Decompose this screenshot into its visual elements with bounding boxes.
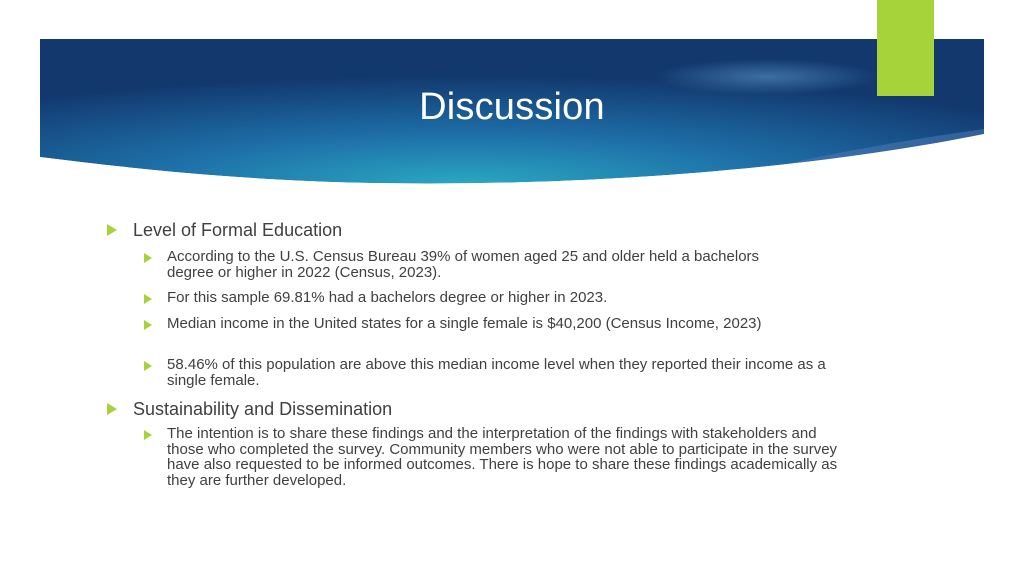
sub-bullet-arrow-icon — [144, 294, 152, 304]
sub-bullet-arrow-icon — [144, 361, 152, 371]
slide-title: Discussion — [419, 86, 605, 128]
sub-bullet-item: 58.46% of this population are above this median income level when they reported their income as a single female. — [167, 356, 826, 389]
bullet-arrow-icon — [107, 224, 117, 236]
bullet-arrow-icon — [107, 403, 117, 415]
bullet-item: Sustainability and Dissemination — [133, 399, 393, 419]
bullet-item: Level of Formal Education — [133, 220, 343, 240]
sub-bullet-arrow-icon — [144, 253, 152, 263]
sub-bullet-item: For this sample 69.81% had a bachelors degree or higher in 2023. — [167, 289, 608, 306]
sub-bullet-arrow-icon — [144, 320, 152, 330]
sub-bullet-item: Median income in the United states for a single female is $40,200 (Census Income, 2023) — [167, 315, 762, 332]
sub-bullet-item: According to the U.S. Census Bureau 39% of women aged 25 and older held a bachelors degree or higher in 2022 (Census, 2023). — [167, 248, 760, 281]
sub-bullet-arrow-icon — [144, 430, 152, 440]
sub-bullet-item: The intention is to share these findings and the interpretation of the findings with stakeholders and those who completed the survey. Community members who were not able to participate in the survey have also requested to be informed outcomes. There is hope to share these findings academically as they are further developed. — [167, 425, 838, 489]
